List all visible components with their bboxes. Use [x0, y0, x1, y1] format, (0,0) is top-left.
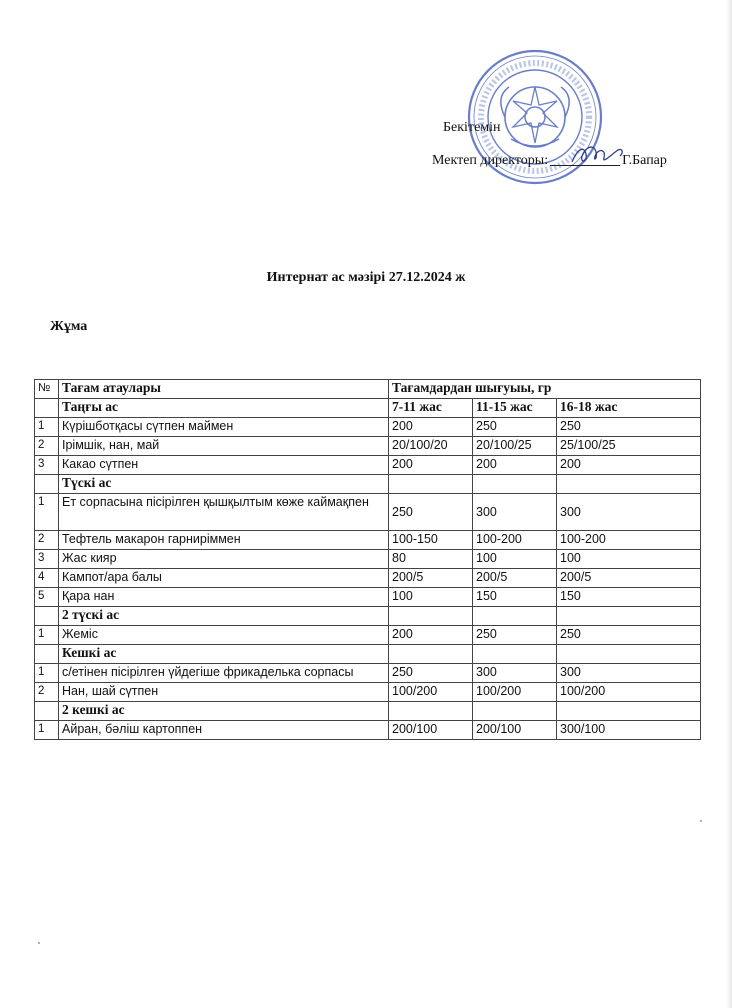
handwritten-signature-icon: [568, 140, 628, 170]
row-number: 1: [35, 626, 59, 645]
table-row: [35, 626, 701, 645]
portion-7-11: [389, 702, 473, 721]
portion-11-15: 100-200: [473, 531, 557, 550]
portion-11-15: 20/100/25: [473, 437, 557, 456]
table-row: [35, 418, 701, 437]
table-row: [35, 550, 701, 569]
table-row: [35, 588, 701, 607]
row-number: [35, 645, 59, 664]
dish-name: Күрішботқасы сүтпен маймен: [59, 418, 389, 437]
portion-7-11: 250: [389, 494, 473, 531]
dish-name: Какао сүтпен: [59, 456, 389, 475]
portion-16-18: 100/200: [557, 683, 701, 702]
portion-11-15: 200/5: [473, 569, 557, 588]
section-row: [35, 702, 701, 721]
table-row: [35, 437, 701, 456]
portion-7-11: 100-150: [389, 531, 473, 550]
portion-7-11: 100: [389, 588, 473, 607]
dish-name: Жас кияр: [59, 550, 389, 569]
portion-7-11: [389, 607, 473, 626]
table-row: [35, 456, 701, 475]
portion-7-11: 100/200: [389, 683, 473, 702]
portion-7-11: 200: [389, 418, 473, 437]
portion-7-11: 200: [389, 456, 473, 475]
dish-name: Нан, шай сүтпен: [59, 683, 389, 702]
portion-16-18: 16-18 жас: [557, 399, 701, 418]
dish-name: 2 кешкі ас: [59, 702, 389, 721]
table-row: [35, 721, 701, 740]
portion-11-15: 300: [473, 664, 557, 683]
section-row: [35, 645, 701, 664]
portion-7-11: 20/100/20: [389, 437, 473, 456]
row-number: 1: [35, 664, 59, 683]
portion-11-15: 250: [473, 626, 557, 645]
director-name: Г.Бапар: [622, 153, 667, 168]
portion-7-11: 7-11 жас: [389, 399, 473, 418]
dish-name: Ет сорпасына пісірілген қышқылтым көже каймақпен: [59, 494, 389, 531]
row-number: 2: [35, 683, 59, 702]
portion-11-15: 300: [473, 494, 557, 531]
table-row: [35, 683, 701, 702]
portion-16-18: 100-200: [557, 531, 701, 550]
dish-name: Жеміс: [59, 626, 389, 645]
portion-7-11: 80: [389, 550, 473, 569]
dish-name: Кампот/ара балы: [59, 569, 389, 588]
row-number: 2: [35, 531, 59, 550]
dish-name: 2 түскі ас: [59, 607, 389, 626]
portion-11-15: 150: [473, 588, 557, 607]
row-number: 4: [35, 569, 59, 588]
portion-11-15: 200/100: [473, 721, 557, 740]
section-row: [35, 607, 701, 626]
row-number: 3: [35, 550, 59, 569]
portion-16-18: [557, 645, 701, 664]
portion-16-18: 250: [557, 626, 701, 645]
portion-11-15: 200: [473, 456, 557, 475]
table-row: [35, 664, 701, 683]
portion-11-15: [473, 702, 557, 721]
row-number: 5: [35, 588, 59, 607]
row-number: 1: [35, 418, 59, 437]
dish-name: Кешкі ас: [59, 645, 389, 664]
portion-11-15: [473, 607, 557, 626]
section-row: [35, 399, 701, 418]
scan-speck: [700, 820, 702, 822]
portion-11-15: 100/200: [473, 683, 557, 702]
dish-name: Таңғы ас: [59, 399, 389, 418]
portion-7-11: 250: [389, 664, 473, 683]
portion-11-15: 250: [473, 418, 557, 437]
portion-7-11: [389, 645, 473, 664]
menu-table: [34, 379, 701, 740]
document-title: Интернат ас мәзірі 27.12.2024 ж: [266, 270, 466, 285]
row-number: 2: [35, 437, 59, 456]
dish-name: с/етінен пісірілген үйдегіше фрикаделька сорпасы: [59, 664, 389, 683]
portion-11-15: [473, 645, 557, 664]
row-number: [35, 702, 59, 721]
portion-16-18: 150: [557, 588, 701, 607]
table-row: [35, 569, 701, 588]
row-number: [35, 607, 59, 626]
portion-16-18: 300: [557, 494, 701, 531]
director-line: [432, 151, 667, 169]
portion-11-15: 100: [473, 550, 557, 569]
dish-name: Ірімшік, нан, май: [59, 437, 389, 456]
approval-block: [0, 0, 732, 200]
portion-16-18: 300/100: [557, 721, 701, 740]
portion-7-11: [389, 475, 473, 494]
portion-11-15: [473, 475, 557, 494]
portion-11-15: 11-15 жас: [473, 399, 557, 418]
portion-16-18: [557, 475, 701, 494]
dish-name: Айран, бәліш картоппен: [59, 721, 389, 740]
portion-16-18: 250: [557, 418, 701, 437]
approve-word: Бекітемін: [443, 120, 501, 135]
row-number: [35, 475, 59, 494]
portion-16-18: 100: [557, 550, 701, 569]
row-number: 1: [35, 494, 59, 531]
portion-16-18: 200/5: [557, 569, 701, 588]
table-row: [35, 494, 701, 531]
scan-speck: [38, 942, 40, 944]
header-yield: Тағамдардан шығуыы, гр: [389, 380, 701, 399]
dish-name: Түскі ас: [59, 475, 389, 494]
portion-16-18: [557, 702, 701, 721]
table-row: [35, 531, 701, 550]
portion-7-11: 200: [389, 626, 473, 645]
portion-7-11: 200/5: [389, 569, 473, 588]
row-number: [35, 399, 59, 418]
dish-name: Қара нан: [59, 588, 389, 607]
row-number: 3: [35, 456, 59, 475]
header-dish-name: Тағам атаулары: [59, 380, 389, 399]
section-row: [35, 475, 701, 494]
portion-16-18: 25/100/25: [557, 437, 701, 456]
portion-16-18: [557, 607, 701, 626]
header-no: №: [35, 380, 59, 399]
director-label: Мектеп директоры:: [432, 153, 549, 168]
portion-16-18: 200: [557, 456, 701, 475]
portion-7-11: 200/100: [389, 721, 473, 740]
row-number: 1: [35, 721, 59, 740]
dish-name: Тефтель макарон гарниріммен: [59, 531, 389, 550]
portion-16-18: 300: [557, 664, 701, 683]
table-header-row: [35, 380, 701, 399]
weekday-label: Жұма: [50, 319, 88, 334]
